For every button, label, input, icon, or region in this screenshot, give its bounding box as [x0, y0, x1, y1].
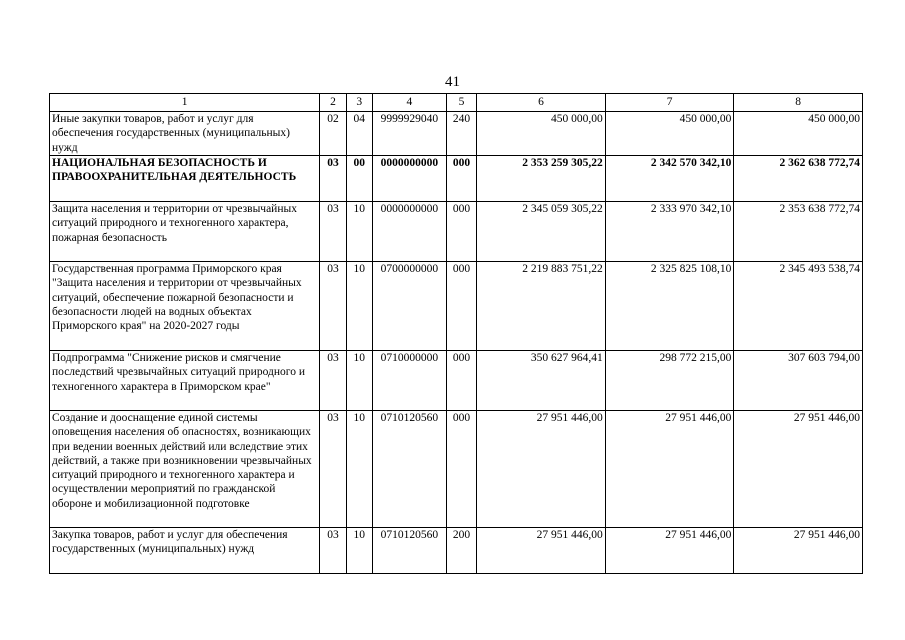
row-amount-col7: 27 951 446,00 — [605, 411, 734, 528]
table-row — [50, 202, 863, 262]
row-name: Государственная программа Приморского края "Защита населения и территории от чрезвычайных ситуаций, обеспечение пожарной безопасности и безопасности людей на водных объектах Приморского края" на 2020-2027 годы — [50, 262, 320, 351]
table-row — [50, 156, 863, 202]
row-name: Защита населения и территории от чрезвычайных ситуаций природного и техногенного характера, пожарная безопасность — [50, 202, 320, 262]
row-subsection: 10 — [346, 351, 372, 411]
row-amount-col8: 2 362 638 772,74 — [734, 156, 863, 202]
row-amount-col8: 2 353 638 772,74 — [734, 202, 863, 262]
row-amount-col7: 2 333 970 342,10 — [605, 202, 734, 262]
row-amount-col8: 2 345 493 538,74 — [734, 262, 863, 351]
row-subsection: 04 — [346, 112, 372, 156]
row-target-article: 0710120560 — [372, 528, 446, 574]
row-section: 03 — [320, 202, 346, 262]
header-row — [50, 94, 863, 112]
row-target-article: 0710120560 — [372, 411, 446, 528]
row-amount-col8: 450 000,00 — [734, 112, 863, 156]
column-header: 1 — [50, 94, 320, 112]
row-expense-type: 200 — [446, 528, 476, 574]
row-name: Закупка товаров, работ и услуг для обеспечения государственных (муниципальных) нужд — [50, 528, 320, 574]
row-expense-type: 000 — [446, 351, 476, 411]
table-row — [50, 528, 863, 574]
column-header: 3 — [346, 94, 372, 112]
column-header: 8 — [734, 94, 863, 112]
row-section: 03 — [320, 351, 346, 411]
row-section: 03 — [320, 262, 346, 351]
table-row — [50, 112, 863, 156]
column-header: 5 — [446, 94, 476, 112]
row-expense-type: 000 — [446, 411, 476, 528]
row-target-article: 0000000000 — [372, 156, 446, 202]
row-section: 03 — [320, 528, 346, 574]
row-amount-col6: 2 219 883 751,22 — [477, 262, 606, 351]
row-amount-col8: 307 603 794,00 — [734, 351, 863, 411]
row-target-article: 0700000000 — [372, 262, 446, 351]
row-section: 02 — [320, 112, 346, 156]
row-amount-col7: 450 000,00 — [605, 112, 734, 156]
row-subsection: 10 — [346, 262, 372, 351]
budget-table — [49, 93, 863, 574]
row-subsection: 10 — [346, 202, 372, 262]
column-header: 2 — [320, 94, 346, 112]
row-subsection: 10 — [346, 528, 372, 574]
row-amount-col6: 450 000,00 — [477, 112, 606, 156]
row-name: Создание и дооснащение единой системы оповещения населения об опасностях, возникающих при ведении военных действий или вследствие этих действий, а также при возникновении чрезвычайных ситуаций природного и техногенного характера и осуществлении мероприятий по гражданской обороне и мобилизационной подготовке — [50, 411, 320, 528]
column-header: 6 — [477, 94, 606, 112]
row-subsection: 10 — [346, 411, 372, 528]
row-name: Иные закупки товаров, работ и услуг для обеспечения государственных (муниципальных) нужд — [50, 112, 320, 156]
row-target-article: 9999929040 — [372, 112, 446, 156]
row-expense-type: 000 — [446, 156, 476, 202]
row-target-article: 0710000000 — [372, 351, 446, 411]
row-amount-col7: 298 772 215,00 — [605, 351, 734, 411]
table-row — [50, 262, 863, 351]
row-expense-type: 240 — [446, 112, 476, 156]
row-amount-col6: 2 353 259 305,22 — [477, 156, 606, 202]
row-target-article: 0000000000 — [372, 202, 446, 262]
row-amount-col7: 2 325 825 108,10 — [605, 262, 734, 351]
row-subsection: 00 — [346, 156, 372, 202]
row-amount-col8: 27 951 446,00 — [734, 528, 863, 574]
row-section: 03 — [320, 411, 346, 528]
row-name: Подпрограмма "Снижение рисков и смягчение последствий чрезвычайных ситуаций природного и техногенного характера в Приморском крае" — [50, 351, 320, 411]
row-amount-col6: 27 951 446,00 — [477, 411, 606, 528]
row-amount-col6: 350 627 964,41 — [477, 351, 606, 411]
column-header: 7 — [605, 94, 734, 112]
page-number: 41 — [445, 74, 460, 90]
table-row — [50, 351, 863, 411]
row-amount-col8: 27 951 446,00 — [734, 411, 863, 528]
row-name: НАЦИОНАЛЬНАЯ БЕЗОПАСНОСТЬ И ПРАВООХРАНИТЕЛЬНАЯ ДЕЯТЕЛЬНОСТЬ — [50, 156, 320, 202]
row-expense-type: 000 — [446, 202, 476, 262]
row-section: 03 — [320, 156, 346, 202]
row-amount-col7: 27 951 446,00 — [605, 528, 734, 574]
table-row — [50, 411, 863, 528]
row-amount-col7: 2 342 570 342,10 — [605, 156, 734, 202]
row-amount-col6: 27 951 446,00 — [477, 528, 606, 574]
column-header: 4 — [372, 94, 446, 112]
row-amount-col6: 2 345 059 305,22 — [477, 202, 606, 262]
row-expense-type: 000 — [446, 262, 476, 351]
